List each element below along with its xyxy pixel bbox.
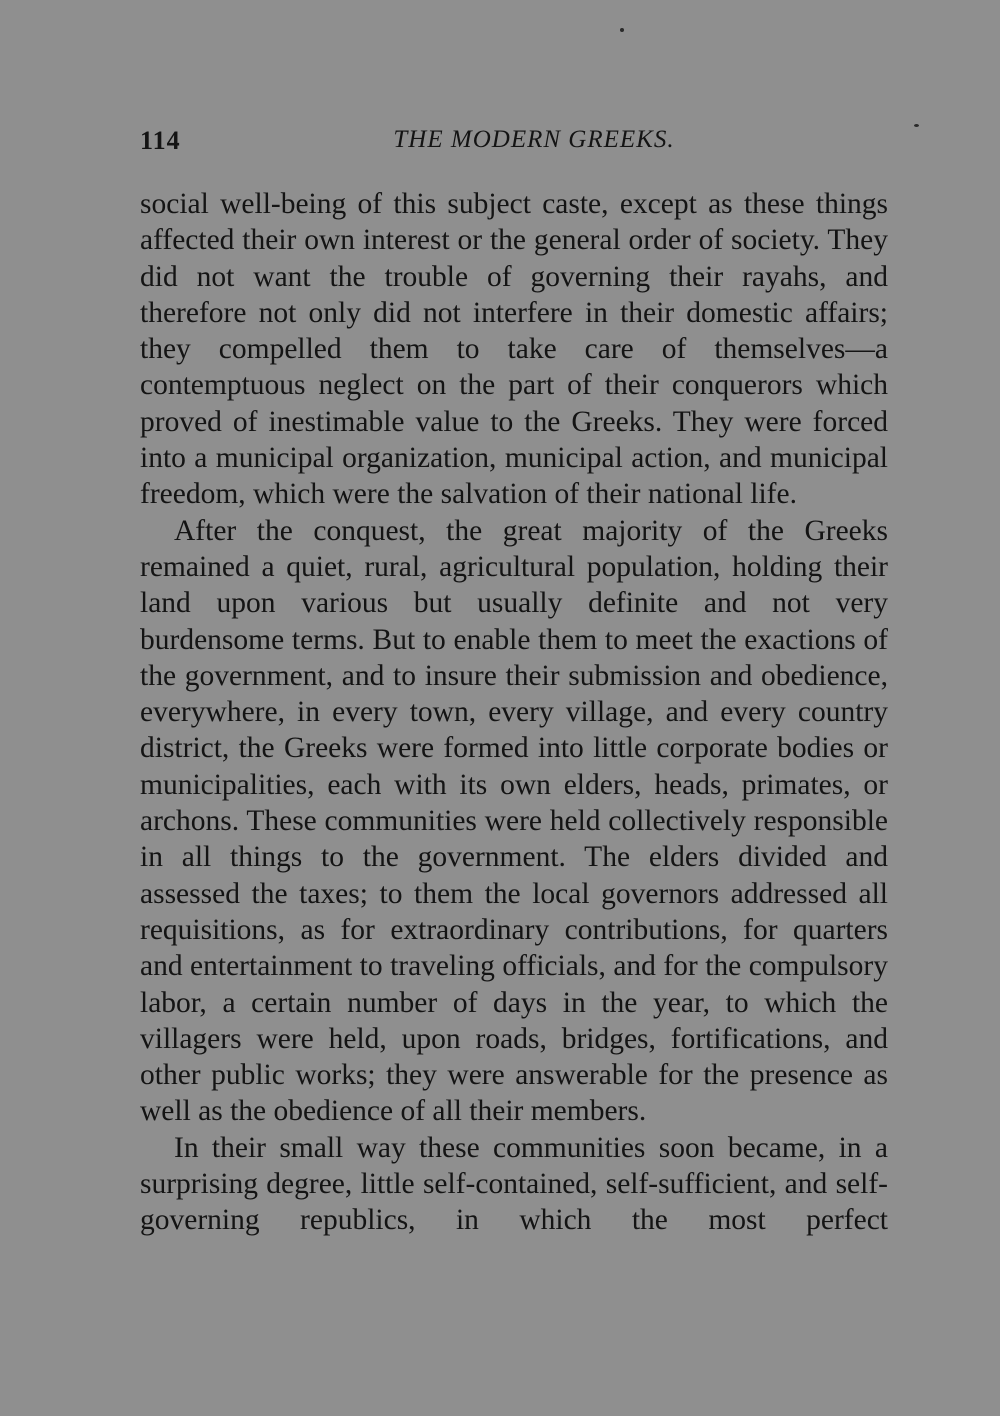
page-body bbox=[140, 186, 888, 1239]
paragraph-communities: In their small way these communities soon became, in a surprising degree, little self-contained, self-sufficient, and self-governing republics, in which the most perfect bbox=[140, 1131, 888, 1237]
scan-speck bbox=[620, 28, 624, 32]
page-number: 114 bbox=[140, 126, 181, 155]
page-header bbox=[140, 126, 888, 166]
running-head: THE MODERN GREEKS. bbox=[393, 126, 675, 153]
paragraph-continued: social well-being of this subject caste, except as these things affected their own interest or the general order of society. They did not want the trouble of governing their rayahs, and therefore not only did not interfere in their domestic affairs; they compelled them to take care of themselves—a contemptuous neglect on the part of their conquerors which proved of inestimable value to the Greeks. They were forced into a municipal organization, municipal action, and municipal freedom, which were the salvation of their national life. bbox=[140, 188, 888, 511]
paragraph-conquest: After the conquest, the great majority of the Greeks remained a quiet, rural, agricultural population, holding their land upon various but usually definite and not very burdensome terms. But to enable them to meet the exactions of the government, and to insure their submission and obedience, everywhere, in every town, every village, and every country district, the Greeks were formed into little corporate bodies or municipalities, each with its own elders, heads, primates, or archons. These communities were held collectively responsible in all things to the government. The elders divided and assessed the taxes; to them the local governors addressed all requisitions, as for extraordinary contributions, for quarters and entertainment to traveling officials, and for the compulsory labor, a certain number of days in the year, to which the villagers were held, upon roads, bridges, fortifications, and other public works; they were answerable for the presence as well as the obedience of all their members. bbox=[140, 514, 888, 1128]
scan-speck bbox=[914, 124, 919, 127]
